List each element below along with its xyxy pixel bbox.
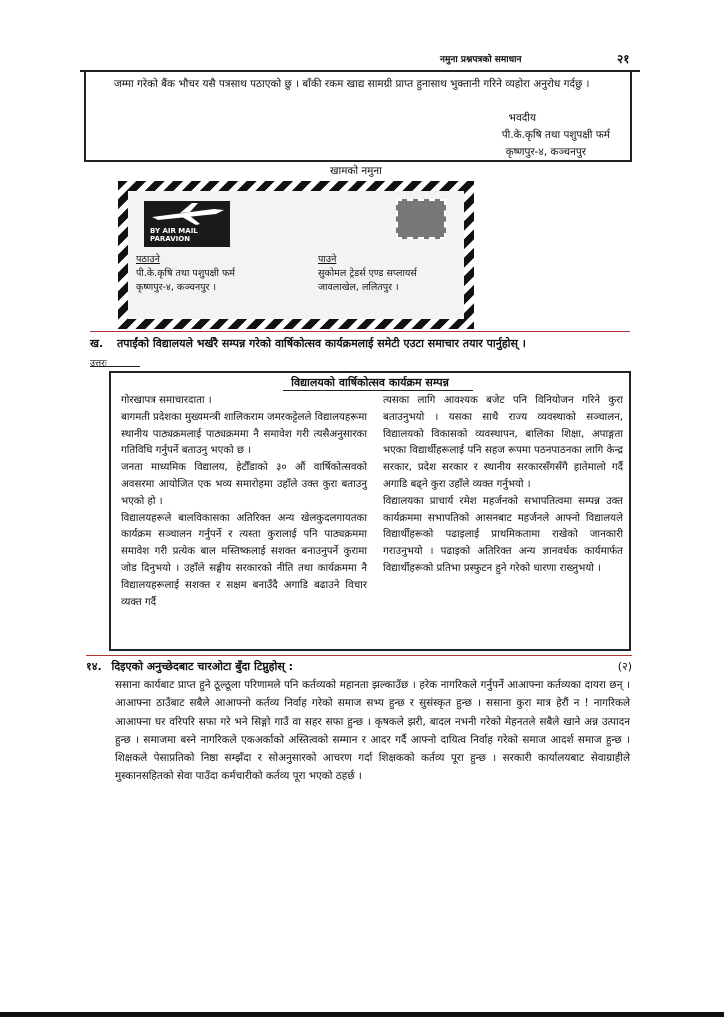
- sender-address: कृष्णपुर-४, कञ्चनपुर ।: [136, 282, 217, 293]
- envelope-caption: खामको नमुना: [330, 165, 382, 177]
- news-paragraph: त्यसका लागि आवश्यक बजेट पनि विनियोजन गरिने कुरा बताउनुभयो । यसका साथै राज्य व्यवस्थाको सञ्चालन, विद्यालयको विकासको व्यवस्थापन, बालिका शिक्षा, अपाङ्गता भएका विद्यार्थीहरूलाई पनि सहज रूपमा पठनपाठनका लागि केन्द्र सरकार, प्रदेश सरकार र स्थानीय सरकारसँगसँगै हातेमालो गर्दै अगाडि बढ्ने कुरा उहाँले व्यक्त गर्नुभयो ।: [383, 395, 623, 490]
- news-title: विद्यालयको वार्षिकोत्सव कार्यक्रम सम्पन्न: [291, 376, 449, 389]
- news-paragraph: जनता माध्यमिक विद्यालय, हेटौँडाको ३० औं वार्षिकोत्सवको अवसरमा आयोजित एक भव्य समारोहमा उहाँले उक्त कुरा बताउनु भएको हो ।: [121, 462, 367, 507]
- news-article-box: [109, 371, 631, 651]
- news-title-underline: [283, 390, 473, 391]
- news-right-column: [383, 393, 623, 578]
- paravion-text: PARAVION: [150, 235, 191, 243]
- news-paragraph: बागमती प्रदेशका मुख्यमन्त्री शालिकराम जमरकट्टेलले विद्यालयहरूमा स्थानीय पाठ्यक्रमलाई पाठ्यक्रममा नै समावेश गरी त्यसैअनुसारका गतिविधि गर्नुपर्ने बताउनु भएको छ ।: [121, 411, 367, 457]
- question-14-text: दिइएको अनुच्छेदबाट चारओटा बुँदा टिप्नुहोस् :: [111, 660, 293, 673]
- airplane-icon: [144, 201, 230, 227]
- recipient-label: पाउने: [318, 254, 337, 265]
- postage-stamp-icon: [396, 199, 446, 239]
- news-left-column: [121, 393, 367, 611]
- question-b-number: ख.: [90, 337, 104, 350]
- airmail-text: BY AIR MAIL: [150, 227, 198, 235]
- question-b: [90, 336, 630, 351]
- question-b-text: तपाईंको विद्यालयले भर्खरै सम्पन्न गरेको वार्षिकोत्सव कार्यक्रमलाई समेटी एउटा समाचार तयार पार्नुहोस् ।: [117, 337, 526, 350]
- letter-sender-address: कृष्णपुर-४, कञ्चनपुर: [505, 146, 586, 158]
- airmail-label-box: [144, 201, 230, 247]
- news-paragraph: विद्यालयहरूले बालविकासका अतिरिक्त अन्य खेलकुदलगायतका कार्यक्रम सञ्चालन गर्नुपर्ने र त्यस्ता कुरालाई पनि पाठ्यक्रममा समावेश गरी प्रत्येक बाल मस्तिष्कलाई सशक्त बनाउनुपर्ने कुरामा जोड दिनुभयो । उहाँले सङ्घीय सरकारको नीति तथा कार्यक्रममा नै विद्यालयहरूलाई सशक्त र सक्षम बनाउँदै अगाडि बढाउने विचार व्यक्त गर्दै: [121, 512, 367, 608]
- envelope-sender: [136, 253, 235, 295]
- letter-excerpt-box: [84, 72, 632, 162]
- question-b-divider: [90, 331, 630, 332]
- letter-sender-name: पी.के.कृषि तथा पशुपक्षी फर्म: [501, 129, 610, 141]
- recipient-name: सुकोमल ट्रेडर्स एण्ड सप्लायर्स: [318, 268, 417, 279]
- page-bottom-border: [0, 1012, 724, 1017]
- sender-label: पठाउने: [136, 254, 160, 265]
- recipient-address: जावलाखेल, ललितपुर ।: [318, 282, 399, 293]
- envelope-recipient: [318, 253, 417, 295]
- question-14-number: १४.: [86, 660, 102, 673]
- question-14: [86, 659, 632, 674]
- question-14-marks: (२): [617, 660, 632, 673]
- question-14-passage: ससाना कार्यबाट प्राप्त हुने ठूल्ठूला परिणामले पनि कर्तव्यको महानता झल्काउँछ । हरेक नागरिकले गर्नुपर्ने आआफ्ना कर्तव्यका दायरा छन् । आआफ्ना ठाउँबाट सबैले आआफ्नो कर्तव्य निर्वाह गरेको समाज सभ्य हुन्छ र सुसंस्कृत हुन्छ । ससाना कुरा मात्र हेरौं न ! नागरिकले आआफ्ना घर वरिपरि सफा गरे भने सिङ्गो गाउँ वा सहर सफा हुन्छ । कृषकले झरी, बादल नभनी गरेको मेहनतले सबैले खाने अन्न उत्पादन हुन्छ । समाजमा बस्ने नागरिकले एकअर्काको अस्तित्वको सम्मान र आदर गर्दै आफ्नो दायित्व निर्वाह गरेको समाज आदर्श समाज हुन्छ । शिक्षकले पेसाप्रतिको निष्ठा सम्झँदा र सोअनुसारको आचरण गर्दा शिक्षकको कर्तव्य पूरा हुन्छ । सरकारी कार्यालयबाट सेवाग्राहीले मुस्कानसहितको सेवा पाउँदा कर्मचारीको कर्तव्य पूरा भएको ठहर्छ ।: [115, 679, 630, 783]
- news-paragraph: विद्यालयका प्राचार्य रमेश महर्जनको सभापतित्वमा सम्पन्न उक्त कार्यक्रममा सभापतिको आसनबाट महर्जनले आफ्नो विद्यालयले विद्यार्थीहरूको पढाइलाई प्राथमिकतामा राखेको जानकारी गराउनुभयो । पढाइको अतिरिक्त अन्य ज्ञानवर्धक कार्यमार्फत विद्यार्थीहरूको प्रतिभा प्रस्फुटन हुने गरेको धारणा राख्नुभयो ।: [383, 495, 623, 574]
- envelope-sample: [118, 181, 474, 329]
- letter-body-text: जम्मा गरेको बैंक भौचर यसै पत्रसाथ पठाएको छु । बाँकी रकम खाद्य सामग्री प्राप्त हुनासाथ भुक्तानी गरिने व्यहोरा अनुरोध गर्दछु ।: [114, 78, 590, 90]
- answer-underline: [90, 366, 140, 367]
- news-paragraph: गोरखापत्र समाचारदाता ।: [121, 395, 212, 406]
- answer-label: उत्तरः: [90, 359, 107, 369]
- letter-closing: भवदीय: [508, 112, 536, 124]
- page-number: २१: [617, 52, 630, 66]
- question-14-divider: [86, 655, 632, 656]
- sender-name: पी.के.कृषि तथा पशुपक्षी फर्म: [136, 268, 235, 279]
- page-header-title: नमुना प्रश्नपत्रको समाधान: [440, 55, 522, 65]
